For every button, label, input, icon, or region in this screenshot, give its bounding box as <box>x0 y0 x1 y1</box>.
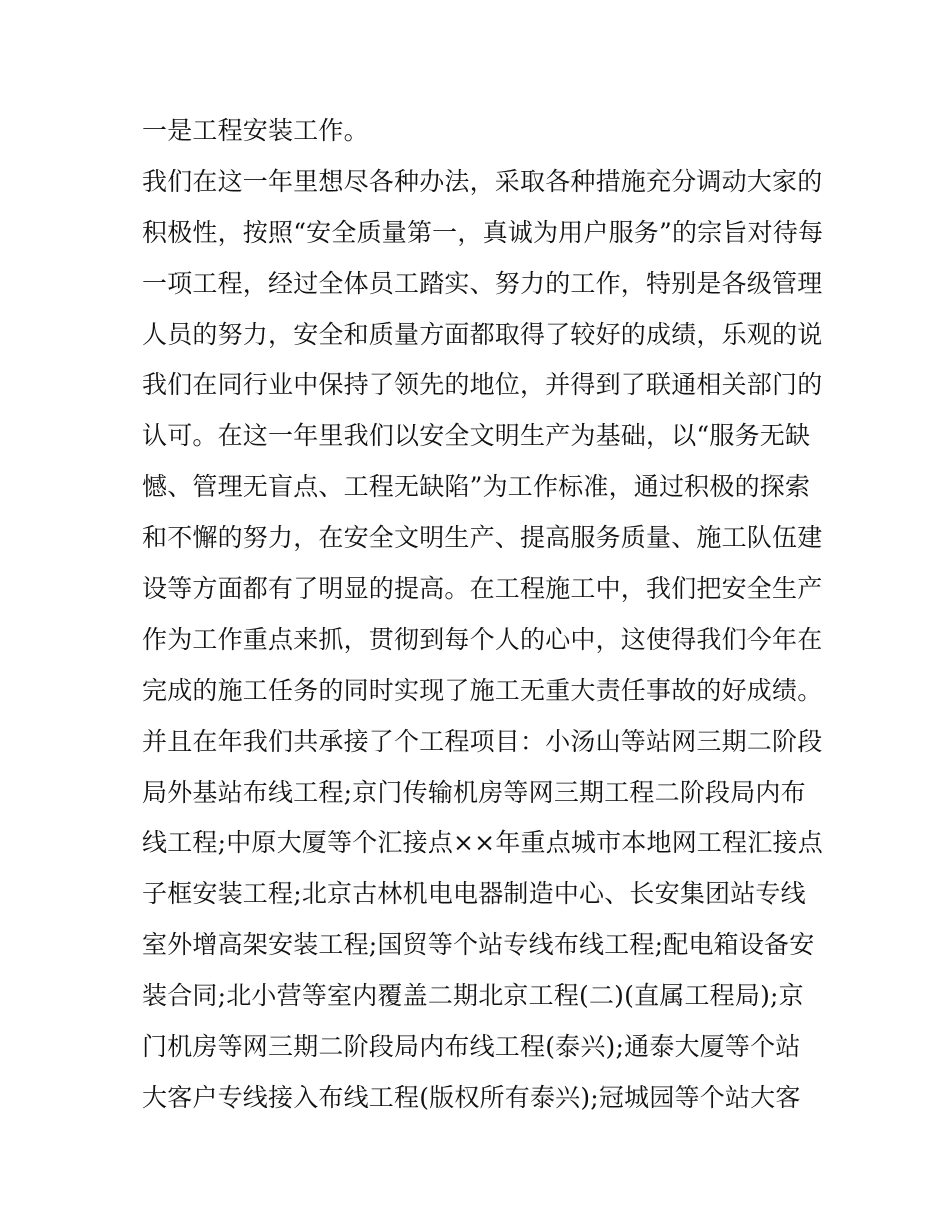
text-line: 大客户专线接入布线工程(版权所有泰兴);冠城园等个站大客 <box>142 1082 801 1112</box>
text-line: 装合同;北小营等室内覆盖二期北京工程(二)(直属工程局);京 <box>142 981 804 1011</box>
text-line: 憾、管理无盲点、工程无缺陷”为工作标准，通过积极的探索 <box>142 472 811 502</box>
text-line: 积极性，按照“安全质量第一，真诚为用户服务”的宗旨对待每 <box>142 217 824 247</box>
text-line: 认可。在这一年里我们以安全文明生产为基础，以“服务无缺 <box>142 421 811 451</box>
text-line: 子框安装工程;北京古林机电电器制造中心、长安集团站专线 <box>142 879 806 909</box>
text-line: 和不懈的努力，在安全文明生产、提高服务质量、施工队伍建 <box>142 523 823 553</box>
text-line: 一是工程安装工作。 <box>142 116 369 145</box>
text-line: 我们在这一年里想尽各种办法，采取各种措施充分调动大家的 <box>142 166 823 196</box>
text-line: 门机房等网三期二阶段局内布线工程(泰兴);通泰大厦等个站 <box>142 1032 801 1062</box>
text-line: 局外基站布线工程;京门传输机房等网三期工程二阶段局内布 <box>142 777 806 807</box>
text-line: 作为工作重点来抓，贯彻到每个人的心中，这使得我们今年在 <box>142 624 823 654</box>
text-line: 完成的施工任务的同时实现了施工无重大责任事故的好成绩。 <box>142 675 823 705</box>
text-line: 我们在同行业中保持了领先的地位，并得到了联通相关部门的 <box>142 370 823 400</box>
text-line: 室外增高架安装工程;国贸等个站专线布线工程;配电箱设备安 <box>142 930 815 960</box>
body-text <box>142 106 822 1124</box>
text-line: 设等方面都有了明显的提高。在工程施工中，我们把安全生产 <box>142 574 823 604</box>
text-line: 一项工程，经过全体员工踏实、努力的工作，特别是各级管理 <box>142 268 823 298</box>
text-line: 人员的努力，安全和质量方面都取得了较好的成绩，乐观的说 <box>142 319 823 349</box>
text-line: 并且在年我们共承接了个工程项目：小汤山等站网三期二阶段 <box>142 726 823 756</box>
text-line: 线工程;中原大厦等个汇接点××年重点城市本地网工程汇接点 <box>142 828 823 858</box>
